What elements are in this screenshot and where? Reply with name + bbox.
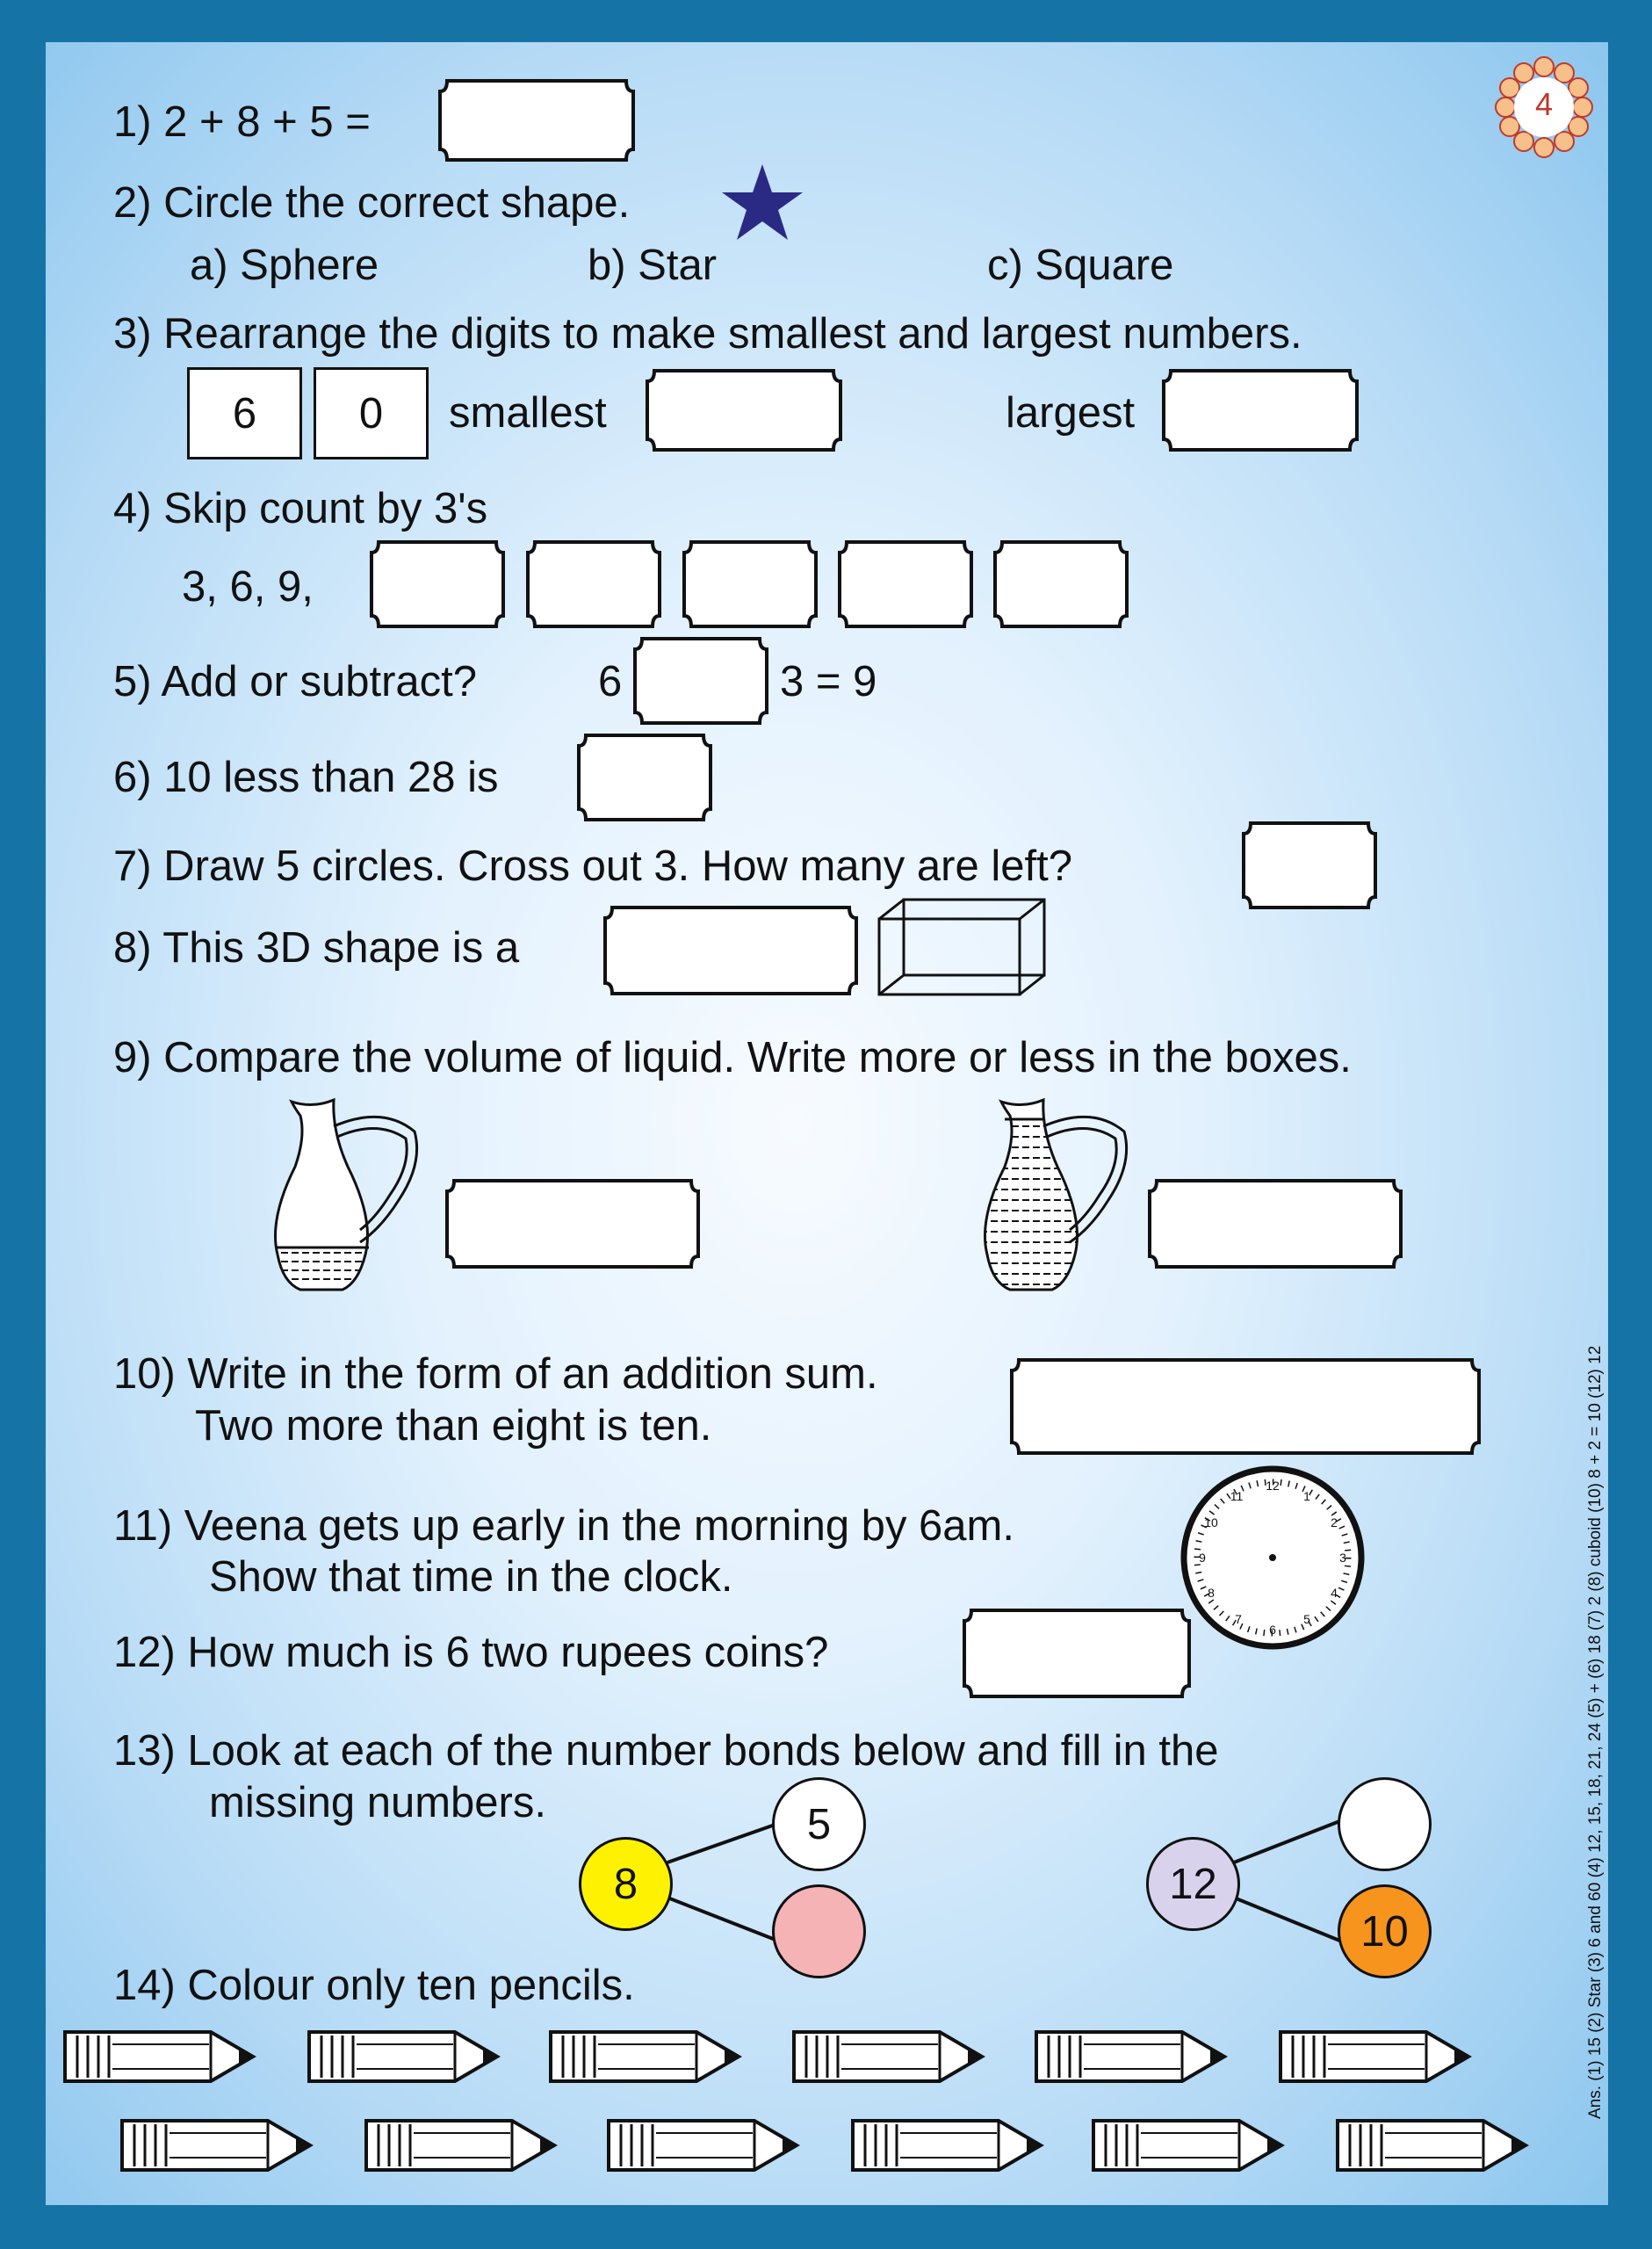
pencil-icon[interactable]: [1033, 2027, 1228, 2086]
q5-left-number: 6: [598, 658, 623, 705]
q5-right-expression: 3 = 9: [780, 658, 877, 705]
q10-line1: 10) Write in the form of an addition sum.: [113, 1350, 878, 1398]
q13-line2: missing numbers.: [209, 1779, 546, 1826]
clock-number: 9: [1199, 1551, 1206, 1565]
pencil-icon[interactable]: [1277, 2027, 1472, 2086]
clock-number: 11: [1230, 1489, 1244, 1503]
q13-line1: 13) Look at each of the number bonds below and fill in the: [113, 1727, 1219, 1775]
q7-label: 7) Draw 5 circles. Cross out 3. How many are left?: [113, 842, 1072, 890]
q2-label: 2) Circle the correct shape.: [113, 179, 631, 227]
q8-label: 8) This 3D shape is a: [113, 924, 520, 972]
clock-number: 8: [1208, 1586, 1215, 1600]
q10-line2: Two more than eight is ten.: [195, 1402, 712, 1450]
bond1-missing-part[interactable]: [772, 1884, 866, 1978]
bond2-missing-part[interactable]: [1338, 1777, 1432, 1871]
q5-label: 5) Add or subtract?: [113, 658, 478, 705]
largest-label: largest: [1006, 389, 1136, 437]
pencil-icon[interactable]: [605, 2115, 800, 2175]
pencil-icon[interactable]: [61, 2027, 256, 2086]
q11-line1: 11) Veena gets up early in the morning by 6am.: [113, 1502, 1014, 1550]
pencil-icon[interactable]: [547, 2027, 742, 2086]
q3-label: 3) Rearrange the digits to make smallest and largest numbers.: [113, 310, 1302, 358]
clock-number: 7: [1235, 1612, 1242, 1626]
bond2-part: 10: [1338, 1884, 1432, 1978]
q4-label: 4) Skip count by 3's: [113, 485, 488, 532]
digit-card: 6: [187, 367, 302, 459]
clock-number: 10: [1204, 1515, 1218, 1529]
clock-number: 5: [1303, 1612, 1310, 1626]
q2-option-c[interactable]: c) Square: [987, 242, 1174, 289]
pencil-icon[interactable]: [1334, 2115, 1529, 2175]
pencil-icon[interactable]: [306, 2027, 501, 2086]
skip-sequence: 3, 6, 9,: [182, 563, 314, 611]
q12-label: 12) How much is 6 two rupees coins?: [113, 1629, 829, 1676]
pencil-icon[interactable]: [119, 2115, 314, 2175]
clock-number: 2: [1331, 1515, 1338, 1529]
answer-key: Ans. (1) 15 (2) Star (3) 6 and 60 (4) 12, 15, 18, 21, 24 (5) + (6) 18 (7) 2 (8) cuboid (10) 8 + 2 = 10 (12) 12: [1586, 1345, 1605, 2119]
q6-label: 6) 10 less than 28 is: [113, 754, 499, 801]
q2-option-b[interactable]: b) Star: [588, 242, 718, 289]
pencil-icon[interactable]: [363, 2115, 558, 2175]
digit-card: 0: [314, 367, 429, 459]
bond2-whole: 12: [1146, 1837, 1240, 1931]
bond1-whole: 8: [579, 1837, 673, 1931]
smallest-label: smallest: [449, 389, 607, 437]
q14-label: 14) Colour only ten pencils.: [113, 1962, 635, 2009]
clock-number: 3: [1339, 1551, 1346, 1565]
q1-label: 1) 2 + 8 + 5 =: [113, 98, 371, 146]
q2-option-a[interactable]: a) Sphere: [190, 242, 379, 289]
pencil-icon[interactable]: [1090, 2115, 1285, 2175]
clock-number: 12: [1266, 1479, 1280, 1493]
pencil-icon[interactable]: [790, 2027, 985, 2086]
pencil-icon[interactable]: [849, 2115, 1044, 2175]
clock-number: 1: [1303, 1489, 1310, 1503]
clock-number: 4: [1331, 1586, 1338, 1600]
clock-number: 6: [1269, 1623, 1276, 1637]
page-number: 4: [1534, 86, 1554, 122]
q9-label: 9) Compare the volume of liquid. Write more or less in the boxes.: [113, 1034, 1352, 1081]
bond1-part: 5: [772, 1777, 866, 1871]
q11-line2: Show that time in the clock.: [209, 1553, 733, 1601]
